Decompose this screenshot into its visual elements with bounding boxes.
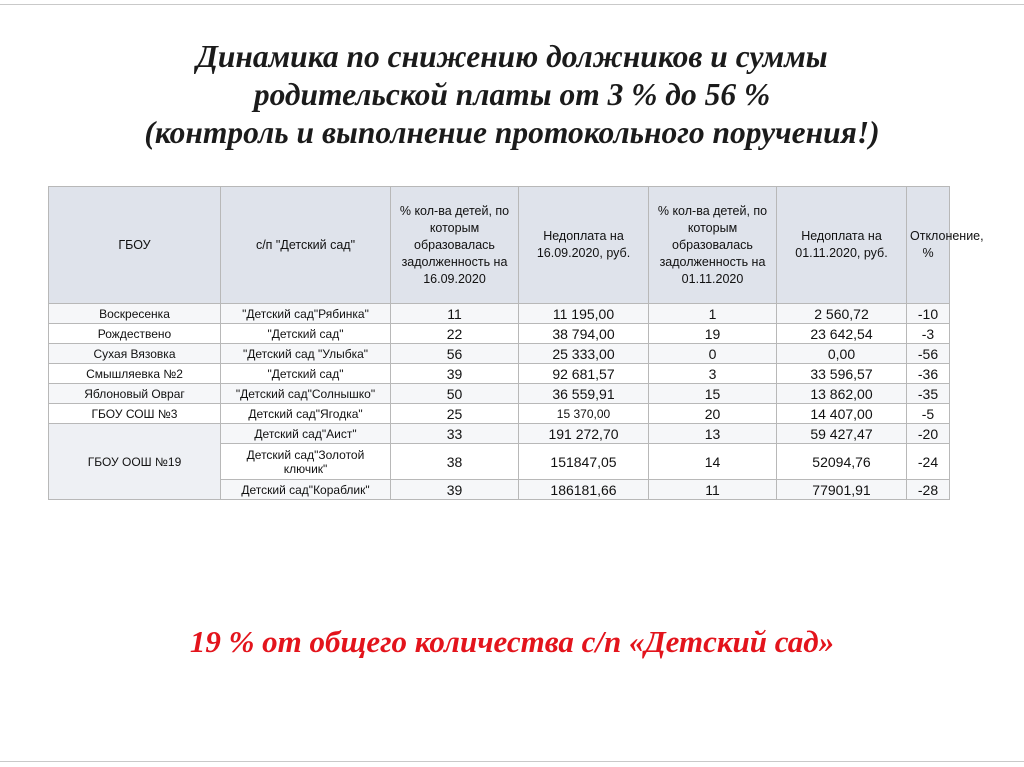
cell-kindergarten: "Детский сад" (221, 364, 391, 384)
cell-pct-16-09: 56 (391, 344, 519, 364)
cell-deviation: -3 (907, 324, 950, 344)
cell-kindergarten: Детский сад"Аист" (221, 424, 391, 444)
cell-pct-16-09: 33 (391, 424, 519, 444)
table-row (49, 344, 950, 364)
cell-deviation: -28 (907, 480, 950, 500)
cell-debt-16-09: 151847,05 (519, 444, 649, 480)
cell-pct-16-09: 11 (391, 304, 519, 324)
cell-pct-16-09: 39 (391, 364, 519, 384)
table-row (49, 304, 950, 324)
cell-debt-16-09: 191 272,70 (519, 424, 649, 444)
cell-debt-01-11: 33 596,57 (777, 364, 907, 384)
cell-deviation: -24 (907, 444, 950, 480)
cell-gbou-merged: ГБОУ ООШ №19 (49, 424, 221, 500)
cell-debt-01-11: 59 427,47 (777, 424, 907, 444)
cell-debt-16-09: 92 681,57 (519, 364, 649, 384)
cell-debt-01-11: 0,00 (777, 344, 907, 364)
cell-debt-16-09: 36 559,91 (519, 384, 649, 404)
cell-kindergarten: "Детский сад"Солнышко" (221, 384, 391, 404)
header-pct-16-09: % кол-ва детей, по которым образовалась задолженность на 16.09.2020 (391, 187, 519, 304)
cell-kindergarten: Детский сад"Золотой ключик" (221, 444, 391, 480)
title-line-1: Динамика по снижению должников и суммы (196, 39, 828, 74)
cell-pct-01-11: 1 (649, 304, 777, 324)
cell-debt-01-11: 2 560,72 (777, 304, 907, 324)
cell-deviation: -36 (907, 364, 950, 384)
slide-title (0, 38, 1024, 152)
cell-kindergarten: Детский сад"Ягодка" (221, 404, 391, 424)
header-debt-16-09: Недоплата на 16.09.2020, руб. (519, 187, 649, 304)
cell-kindergarten: "Детский сад "Улыбка" (221, 344, 391, 364)
cell-gbou: Смышляевка №2 (49, 364, 221, 384)
cell-pct-16-09: 39 (391, 480, 519, 500)
cell-gbou: Рождествено (49, 324, 221, 344)
cell-debt-01-11: 77901,91 (777, 480, 907, 500)
slide-top-border (0, 4, 1024, 5)
header-pct-01-11: % кол-ва детей, по которым образовалась задолженность на 01.11.2020 (649, 187, 777, 304)
cell-pct-01-11: 3 (649, 364, 777, 384)
cell-pct-01-11: 13 (649, 424, 777, 444)
cell-pct-01-11: 19 (649, 324, 777, 344)
header-gbou: ГБОУ (49, 187, 221, 304)
cell-kindergarten: Детский сад"Кораблик" (221, 480, 391, 500)
title-line-2: родительской платы от 3 % до 56 % (253, 77, 771, 112)
table-row (49, 324, 950, 344)
slide-bottom-border (0, 761, 1024, 762)
cell-pct-01-11: 0 (649, 344, 777, 364)
cell-pct-01-11: 11 (649, 480, 777, 500)
header-deviation: Отклонение, % (907, 187, 950, 304)
cell-deviation: -20 (907, 424, 950, 444)
summary-caption: 19 % от общего количества с/п «Детский сад» (189, 624, 835, 659)
cell-pct-16-09: 38 (391, 444, 519, 480)
cell-gbou: Сухая Вязовка (49, 344, 221, 364)
cell-gbou: Яблоновый Овраг (49, 384, 221, 404)
table-header-row (49, 187, 950, 304)
cell-debt-16-09: 15 370,00 (519, 404, 649, 424)
cell-deviation: -10 (907, 304, 950, 324)
cell-kindergarten: "Детский сад"Рябинка" (221, 304, 391, 324)
cell-pct-01-11: 15 (649, 384, 777, 404)
cell-pct-01-11: 14 (649, 444, 777, 480)
cell-debt-01-11: 13 862,00 (777, 384, 907, 404)
header-kindergarten: с/п "Детский сад" (221, 187, 391, 304)
cell-debt-16-09: 11 195,00 (519, 304, 649, 324)
cell-debt-01-11: 14 407,00 (777, 404, 907, 424)
cell-pct-16-09: 50 (391, 384, 519, 404)
cell-debt-16-09: 186181,66 (519, 480, 649, 500)
cell-debt-16-09: 38 794,00 (519, 324, 649, 344)
cell-gbou: ГБОУ СОШ №3 (49, 404, 221, 424)
table-row (49, 384, 950, 404)
table-row (49, 364, 950, 384)
cell-pct-01-11: 20 (649, 404, 777, 424)
cell-deviation: -56 (907, 344, 950, 364)
debt-table (48, 186, 984, 500)
cell-pct-16-09: 25 (391, 404, 519, 424)
table-row (49, 404, 950, 424)
cell-kindergarten: "Детский сад" (221, 324, 391, 344)
cell-debt-01-11: 23 642,54 (777, 324, 907, 344)
cell-gbou: Воскресенка (49, 304, 221, 324)
cell-debt-16-09: 25 333,00 (519, 344, 649, 364)
cell-deviation: -35 (907, 384, 950, 404)
title-line-3: (контроль и выполнение протокольного поручения!) (144, 115, 880, 150)
cell-debt-01-11: 52094,76 (777, 444, 907, 480)
cell-pct-16-09: 22 (391, 324, 519, 344)
cell-deviation: -5 (907, 404, 950, 424)
header-debt-01-11: Недоплата на 01.11.2020, руб. (777, 187, 907, 304)
table-row (49, 424, 950, 444)
